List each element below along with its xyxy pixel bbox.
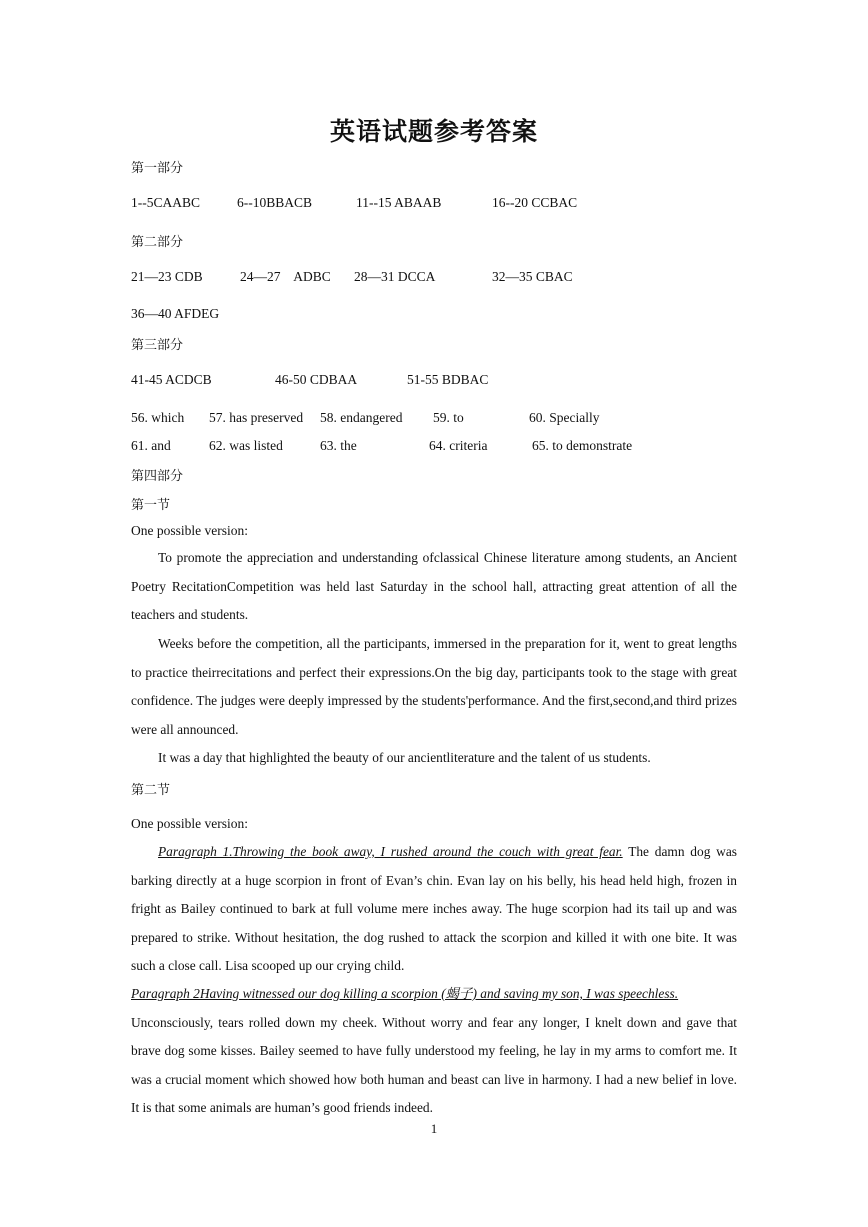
section1-intro: One possible version: xyxy=(131,523,248,538)
section2-heading: 第二节 xyxy=(131,783,171,798)
answer-group: 32—35 CBAC xyxy=(492,269,573,284)
answer-group: 28—31 DCCA xyxy=(354,269,436,284)
story-paragraph-1 xyxy=(131,838,737,981)
fill-answer: 59. to xyxy=(433,410,464,425)
answer-group: 36—40 AFDEG xyxy=(131,306,220,321)
answer-group: 24—27 ADBC xyxy=(240,269,331,284)
essay-paragraph: Weeks before the competition, all the participants, immersed in the preparation for it, went to great lengths to practice theirrecitations and perfect their expressions.On the big day, participants took to the stage with great confidence. The judges were deeply impressed by the students'performance. And the first,second,and third prizes were all announced. xyxy=(131,636,737,737)
section1-heading: 第一节 xyxy=(131,498,171,513)
essay-paragraph: It was a day that highlighted the beauty of our ancientliterature and the talent of us students. xyxy=(158,750,651,765)
fill-answer: 62. was listed xyxy=(209,438,283,453)
paragraph-1-body: The damn dog was barking directly at a huge scorpion in front of Evan’s chin. Evan lay on his belly, his head held high, frozen in fright as Bailey continued to bark at full volume mere inches away. The huge scorpion had its tail up and was prepared to strike. Without hesitation, the dog rushed to attack the scorpion and killed it with one bite. It was such a close call. Lisa scooped up our crying child. xyxy=(131,844,737,973)
answer-group: 6--10BBACB xyxy=(237,195,313,210)
fill-answer: 65. to demonstrate xyxy=(532,438,633,453)
fill-answer: 61. and xyxy=(131,438,171,453)
paragraph-2-body: Unconsciously, tears rolled down my cheek. Without worry and fear any longer, I knelt down and gave that brave dog some kisses. Bailey seemed to have fully understood my feeling, he lay in my arms to comfort me. It was a crucial moment which showed how both human and beast can live in harmony. I had a new belief in love. It is that some animals are human’s good friends indeed. xyxy=(131,1014,737,1115)
part3-heading: 第三部分 xyxy=(131,338,184,353)
fill-answer: 56. which xyxy=(131,410,185,425)
answer-group: 21—23 CDB xyxy=(131,269,203,284)
fill-answer: 60. Specially xyxy=(529,410,600,425)
answer-group: 1--5CAABC xyxy=(131,195,201,210)
answer-group: 46-50 CDBAA xyxy=(275,372,358,387)
answer-group: 16--20 CCBAC xyxy=(492,195,578,210)
story-paragraph-2 xyxy=(131,980,737,1123)
paragraph-2-lead-sentence: Paragraph 2Having witnessed our dog killing a scorpion (蝎子) and saving my son, I was speechless. xyxy=(131,986,679,1001)
document-title: 英语试题参考答案 xyxy=(329,117,538,146)
page-number: 1 xyxy=(430,1121,438,1136)
answer-group: 51-55 BDBAC xyxy=(407,372,489,387)
fill-answer: 57. has preserved xyxy=(209,410,304,425)
section2-intro: One possible version: xyxy=(131,816,248,831)
answer-group: 11--15 ABAAB xyxy=(356,195,442,210)
paragraph-1-lead-sentence: Paragraph 1.Throwing the book away, I rushed around the couch with great fear. xyxy=(158,844,623,859)
essay-paragraph: To promote the appreciation and understanding ofclassical Chinese literature among students, an Ancient Poetry RecitationCompetition was held last Saturday in the school hall, attracting great attention of all the teachers and students. xyxy=(131,550,737,622)
fill-answer: 58. endangered xyxy=(320,410,403,425)
part4-heading: 第四部分 xyxy=(131,469,184,484)
fill-answer: 64. criteria xyxy=(429,438,488,453)
fill-answer: 63. the xyxy=(320,438,357,453)
part1-heading: 第一部分 xyxy=(131,161,184,176)
part2-heading: 第二部分 xyxy=(131,235,184,250)
answer-group: 41-45 ACDCB xyxy=(131,372,212,387)
